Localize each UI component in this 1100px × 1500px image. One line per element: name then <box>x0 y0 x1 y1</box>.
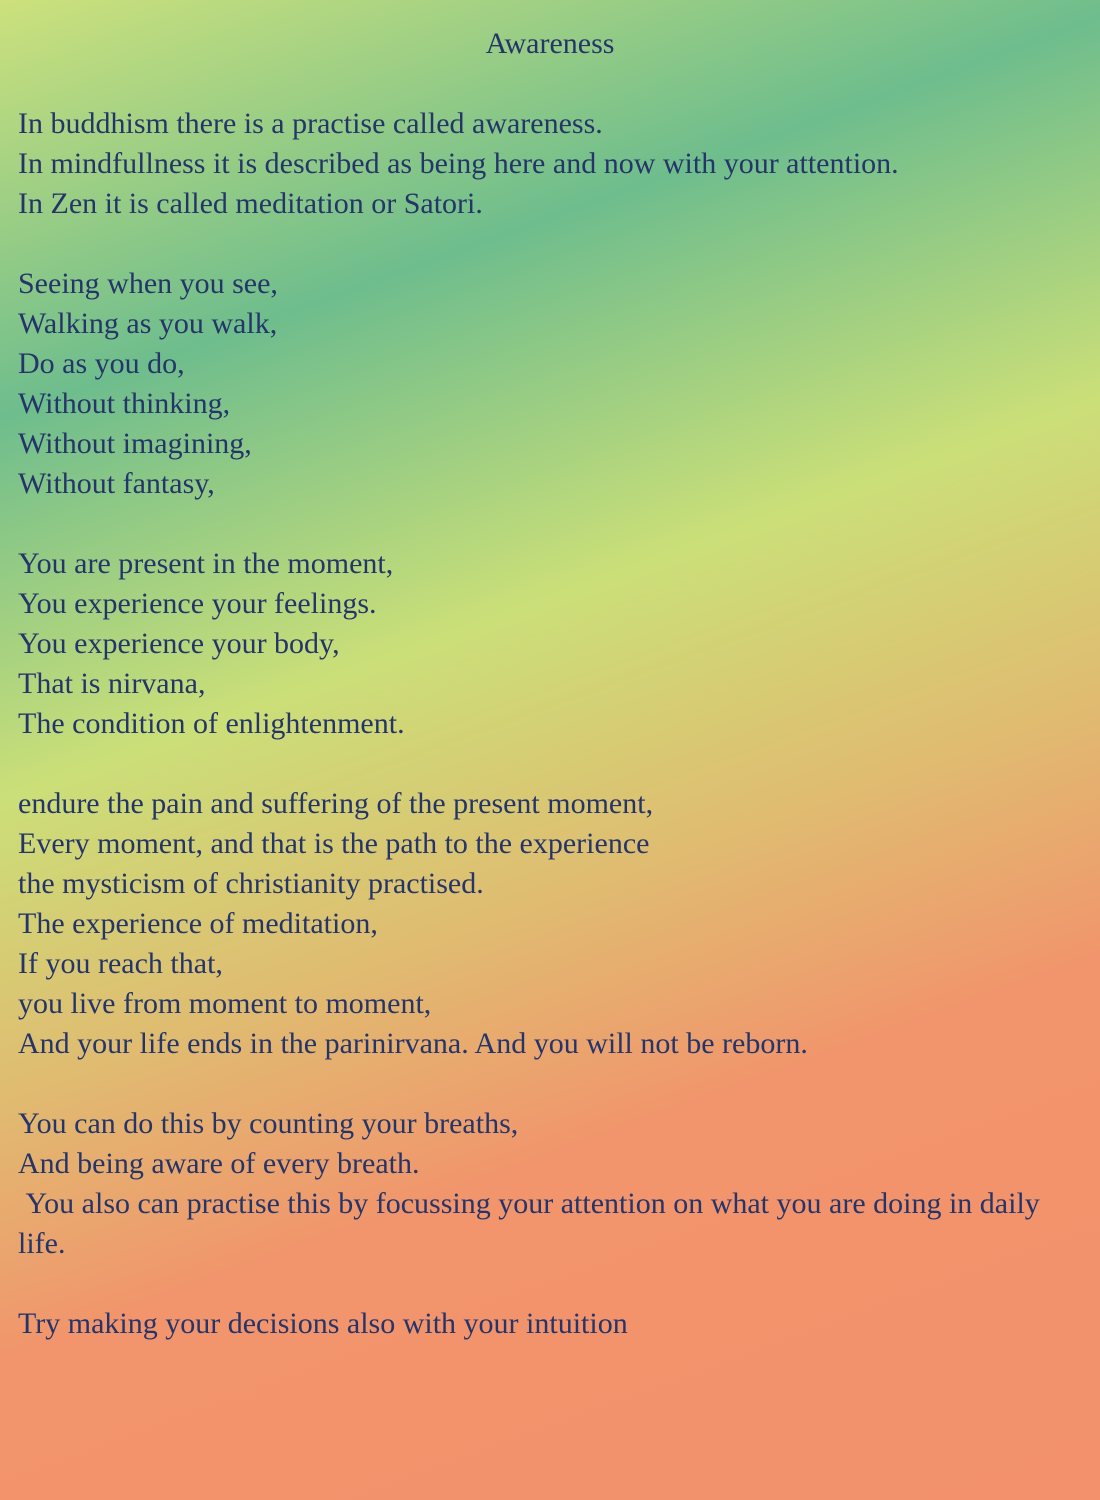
poem-line: Try making your decisions also with your intuition <box>18 1307 628 1340</box>
poem-line: The experience of meditation, <box>18 907 378 940</box>
poem-line: You are present in the moment, <box>18 547 394 580</box>
poem-title: Awareness <box>485 27 615 60</box>
poem-line: Without thinking, <box>18 387 231 420</box>
poem-line: If you reach that, <box>18 947 223 980</box>
poem-line: you live from moment to moment, <box>18 987 432 1020</box>
stanza-1 <box>18 104 1082 224</box>
stanza-5 <box>18 1104 1082 1264</box>
poem-line: And your life ends in the parinirvana. And you will not be reborn. <box>18 1027 808 1060</box>
stanza-3 <box>18 544 1082 744</box>
poem-line: The condition of enlightenment. <box>18 707 405 740</box>
poem-line: Do as you do, <box>18 347 185 380</box>
poem-line: You can do this by counting your breaths, <box>18 1107 519 1140</box>
poem-line: In mindfullness it is described as being here and now with your attention. <box>18 147 899 180</box>
stanza-6 <box>18 1304 1082 1344</box>
stanza-2 <box>18 264 1082 504</box>
poem-line: That is nirvana, <box>18 667 206 700</box>
poem-line: And being aware of every breath. <box>18 1147 420 1180</box>
poem-line: In buddhism there is a practise called awareness. <box>18 107 603 140</box>
poem-line: Without fantasy, <box>18 467 215 500</box>
poem-line: Walking as you walk, <box>18 307 278 340</box>
poem-line: Every moment, and that is the path to the experience <box>18 827 650 860</box>
stanza-4 <box>18 784 1082 1064</box>
poem-line: endure the pain and suffering of the present moment, <box>18 787 654 820</box>
poem-line: You experience your feelings. <box>18 587 377 620</box>
poem-line: You experience your body, <box>18 627 340 660</box>
poem-line: In Zen it is called meditation or Satori. <box>18 187 483 220</box>
poem-line: the mysticism of christianity practised. <box>18 867 484 900</box>
poem-line: Seeing when you see, <box>18 267 278 300</box>
poem-line: Without imagining, <box>18 427 252 460</box>
poem-line: You also can practise this by focussing your attention on what you are doing in daily life. <box>18 1187 1048 1260</box>
